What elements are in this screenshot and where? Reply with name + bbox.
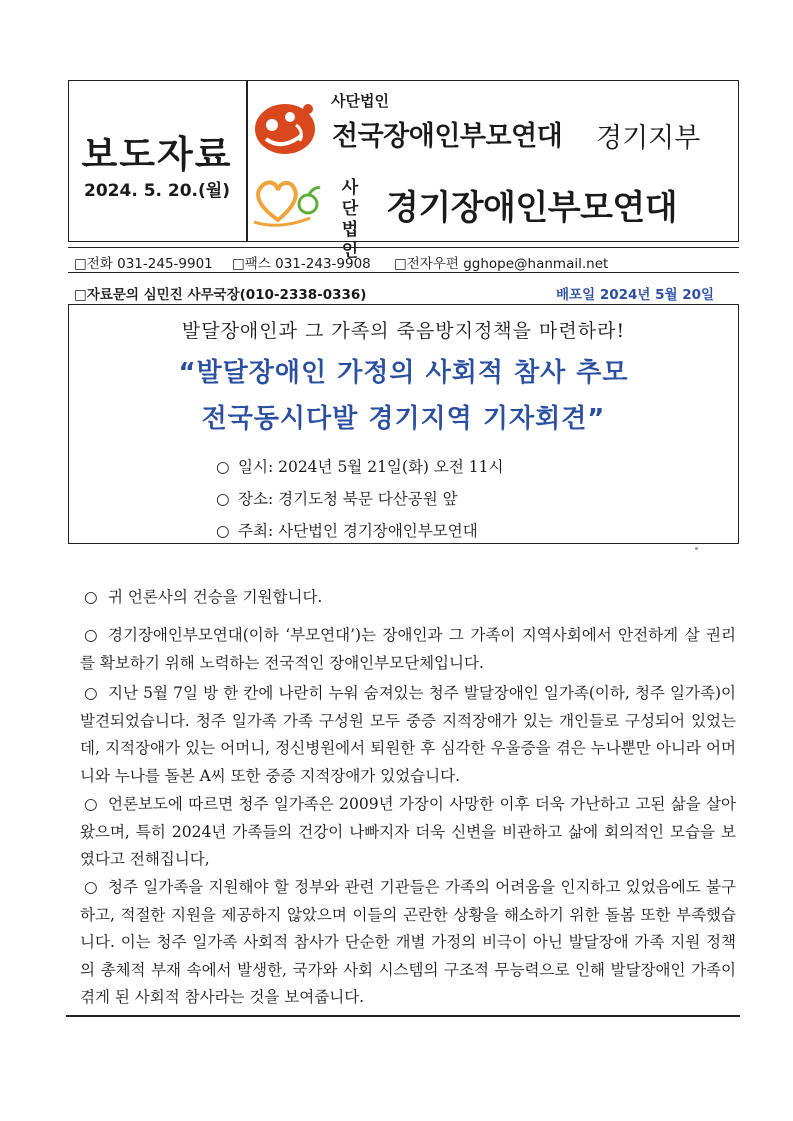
body-paragraph: ○ 청주 일가족을 지원해야 할 정부와 관련 기관들은 가족의 어려움을 인지하고 있었음에도 불구하고, 적절한 지원을 제공하지 않았으며 이들의 곤란한 상황을 해소하기 위한 돌봄 또한 부족했습니다. 이는 청주 일가족 사회적 참사가 단순한 개별 가정의 비극이 아닌 발달장애 가족 지원 정책의 총체적 부재 속에서 발생한, 국가와 사회 시스템의 구조적 무능력으로 인해 발달장애인 가족이 겪게 된 사회적 참사라는 것을 보여줍니다. <box>80 878 736 1006</box>
national-org-name: 전국장애인부모연대 <box>332 121 563 152</box>
header-divider <box>246 80 248 242</box>
org-branch-name: 경기지부 <box>596 123 701 154</box>
bottom-rule <box>66 1015 740 1017</box>
event-title-line1: “발달장애인 가정의 사회적 참사 추모 <box>178 358 629 388</box>
gyeonggi-org-name: 경기장애인부모연대 <box>386 188 678 228</box>
press-release-title: 보도자료 <box>81 133 233 176</box>
national-org-logo-icon <box>252 95 322 157</box>
scan-artifact <box>695 547 698 550</box>
contact-line <box>68 247 739 273</box>
contact-phone: □전화 031-245-9901 <box>74 256 213 272</box>
gyeonggi-org-logo-icon <box>250 172 326 228</box>
inquiry-contact: □자료문의 심민진 사무국장(010-2338-0336) <box>74 287 367 303</box>
contact-fax: □팩스 031-243-9908 <box>232 256 371 272</box>
org-corp-label-stacked: 사 단 법 인 <box>341 178 367 261</box>
event-item-host: ○ 주최: 사단법인 경기장애인부모연대 <box>216 522 478 540</box>
event-title-line2: 전국동시다발 경기지역 기자회견” <box>201 404 606 434</box>
press-release-date: 2024. 5. 20.(월) <box>84 181 230 201</box>
body-paragraph: ○ 지난 5월 7일 방 한 칸에 나란히 누워 숨져있는 청주 발달장애인 일가족(이하, 청주 일가족)이 발견되었습니다. 청주 일가족 가족 구성원 모두 중증 지적장애가 있는 개인들로 구성되어 있었는데, 지적장애가 있는 어머니, 정신병원에서 퇴원한 후 심각한 우울증을 겪은 누나뿐만 아니라 어머니와 누나를 돌본 A씨 또한 중증 지적장애가 있었습니다. <box>80 684 736 785</box>
event-subtitle: 발달장애인과 그 가족의 죽음방지정책을 마련하라! <box>181 320 626 342</box>
contact-email: □전자우편 gghope@hanmail.net <box>394 256 609 272</box>
body-paragraph: ○ 경기장애인부모연대(이하 ‘부모연대’)는 장애인과 그 가족이 지역사회에서 안전하게 살 권리를 확보하기 위해 노력하는 전국적인 장애인부모단체입니다. <box>80 626 736 672</box>
release-date: 배포일 2024년 5월 20일 <box>556 287 715 303</box>
body-paragraph: ○ 언론보도에 따르면 청주 일가족은 2009년 가장이 사망한 이후 더욱 가난하고 고된 삶을 살아왔으며, 특히 2024년 가족들의 건강이 나빠지자 더욱 신변을 비관하고 삶에 회의적인 모습을 보였다고 전해집니다, <box>80 795 736 868</box>
event-item-datetime: ○ 일시: 2024년 5월 21일(화) 오전 11시 <box>216 458 504 476</box>
event-item-location: ○ 장소: 경기도청 북문 다산공원 앞 <box>216 490 458 508</box>
body-paragraph: ○ 귀 언론사의 건승을 기원합니다. <box>84 588 323 606</box>
org-corp-label: 사단법인 <box>331 92 389 110</box>
